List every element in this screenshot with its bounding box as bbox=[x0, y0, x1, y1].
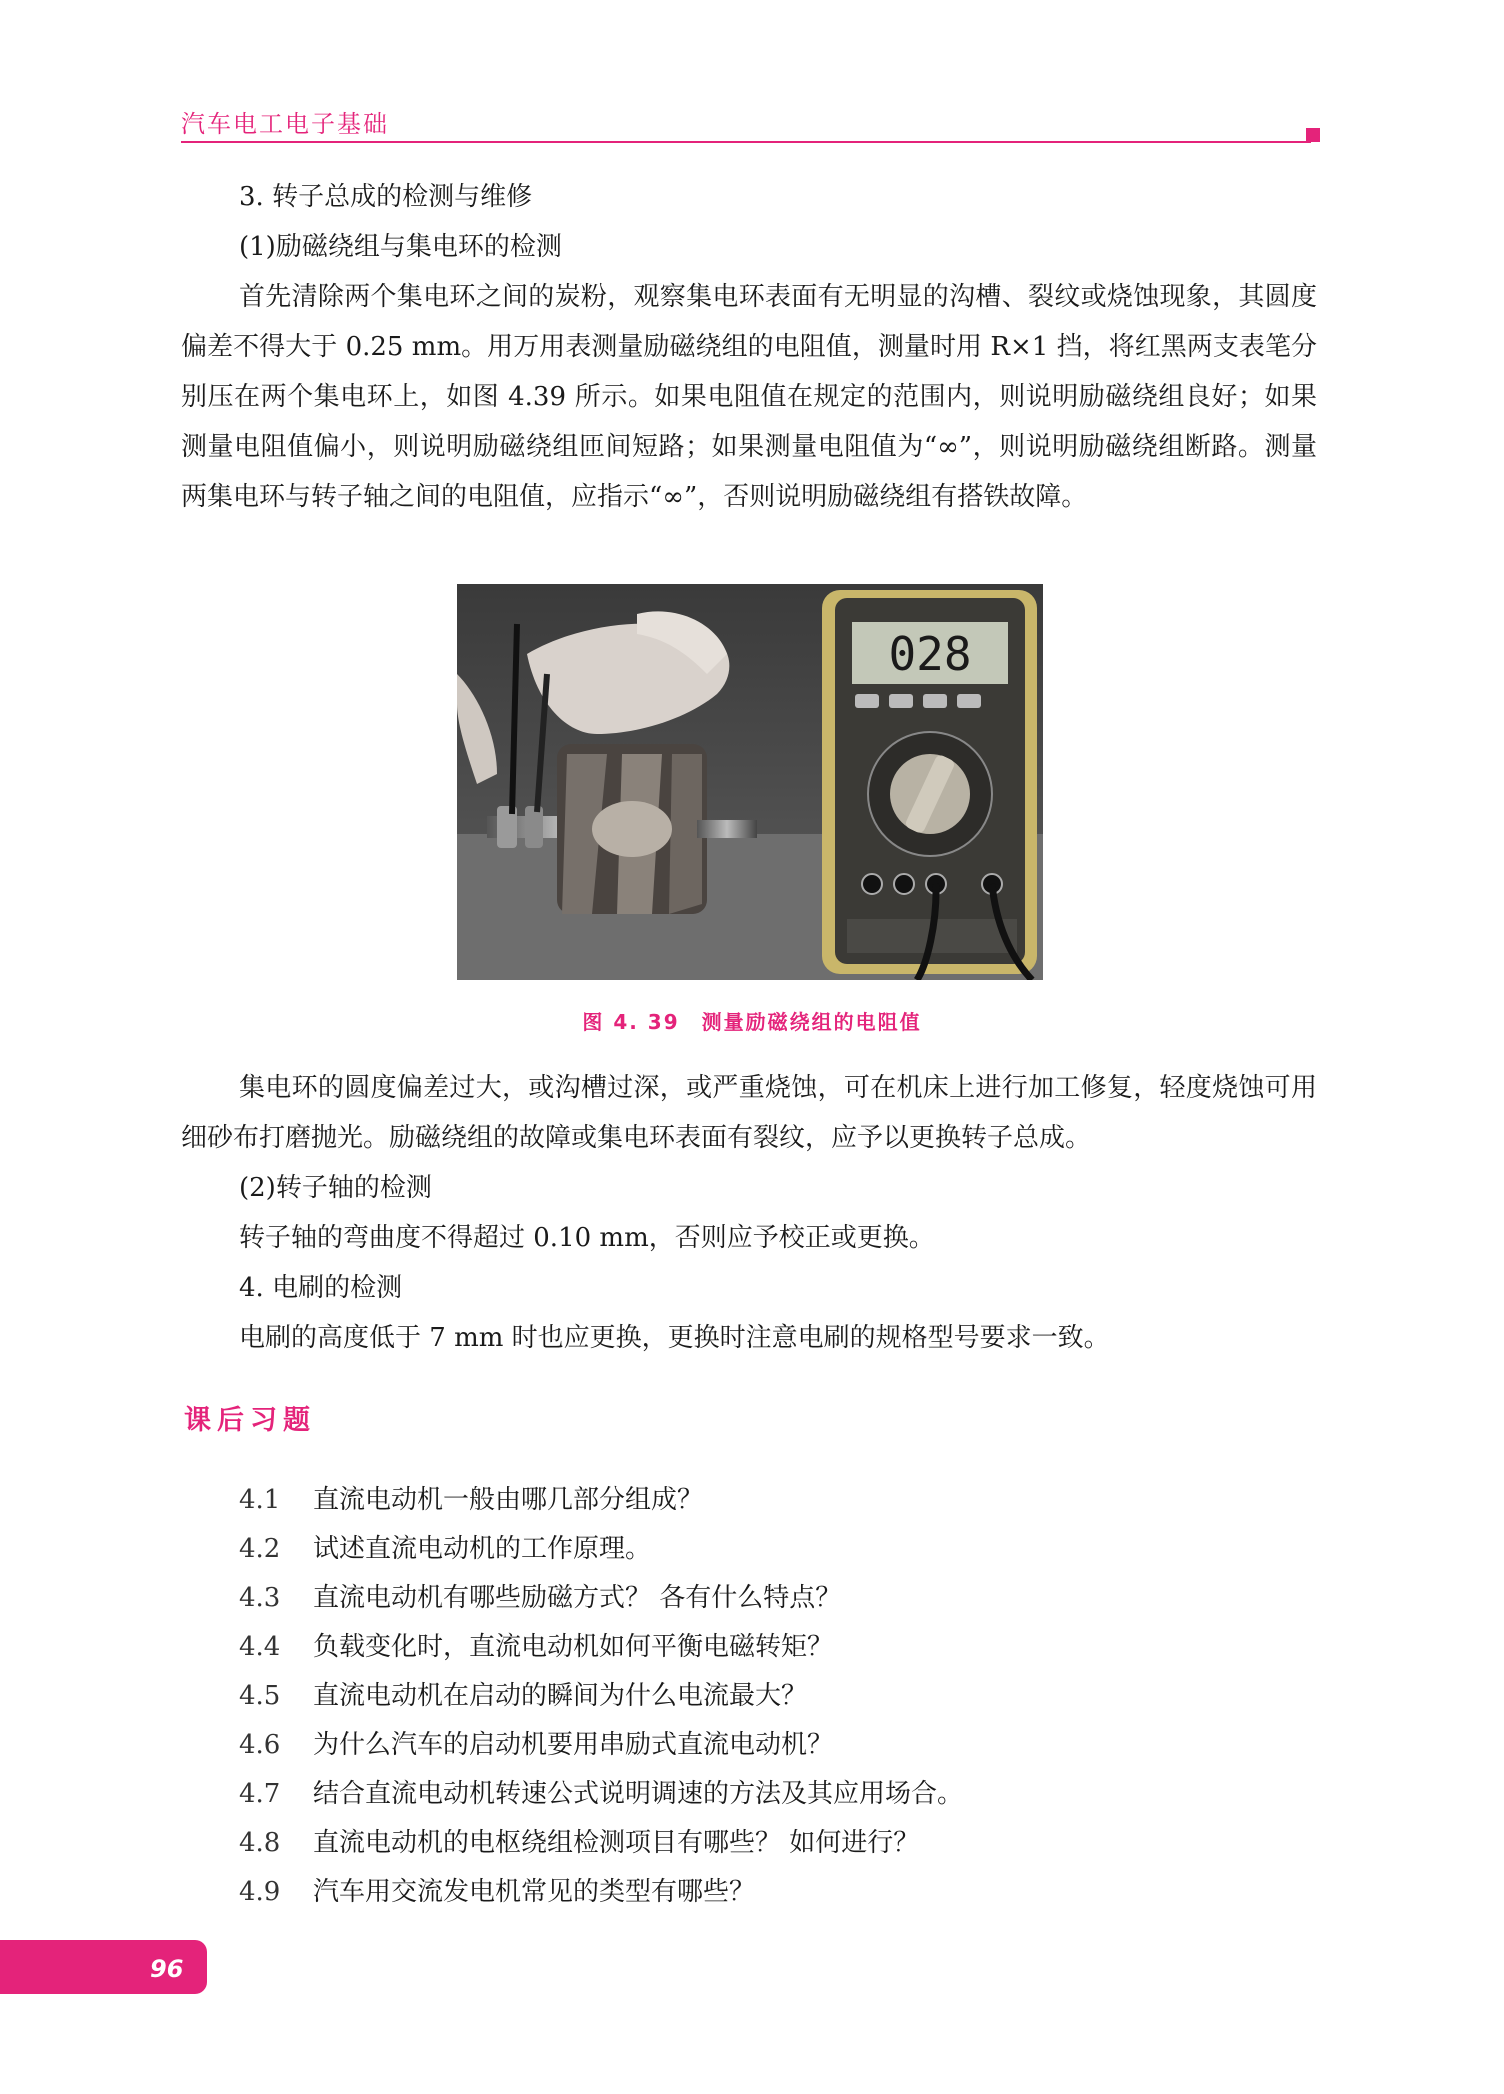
section-heading: 3. 转子总成的检测与维修 bbox=[239, 182, 533, 212]
subsection-heading: (1)励磁绕组与集电环的检测 bbox=[239, 232, 562, 262]
exercise-text: 结合直流电动机转速公式说明调速的方法及其应用场合。 bbox=[313, 1779, 964, 1809]
exercise-text: 直流电动机一般由哪几部分组成？ bbox=[313, 1485, 704, 1515]
list-item bbox=[239, 1525, 1299, 1574]
exercise-number: 4.6 bbox=[239, 1730, 281, 1760]
exercise-number: 4.7 bbox=[239, 1779, 281, 1809]
book-title: 汽车电工电子基础 bbox=[181, 110, 389, 138]
exercise-text: 直流电动机的电枢绕组检测项目有哪些？ 如何进行？ bbox=[313, 1828, 920, 1858]
multimeter bbox=[822, 590, 1037, 974]
exercise-list bbox=[239, 1476, 1299, 1917]
body-paragraph: 首先清除两个集电环之间的炭粉，观察集电环表面有无明显的沟槽、裂纹或烧蚀现象，其圆度偏差不得大于 0.25 mm。用万用表测量励磁绕组的电阻值，测量时用 R×1 挡，将红黑两支表笔分别压在两个集电环上，如图 4.39 所示。如果电阻值在规定的范围内，则说明励磁绕组良好；如果测量电阻值偏小，则说明励磁绕组匝间短路；如果测量电阻值为“∞”，则说明励磁绕组断路。测量两集电环与转子轴之间的电阻值，应指示“∞”，否则说明励磁绕组有搭铁故障。 bbox=[181, 282, 1317, 512]
exercise-number: 4.4 bbox=[239, 1632, 281, 1662]
exercise-text: 负载变化时，直流电动机如何平衡电磁转矩？ bbox=[313, 1632, 834, 1662]
list-item bbox=[239, 1623, 1299, 1672]
figure-caption: 图 4. 39 测量励磁绕组的电阻值 bbox=[582, 1010, 922, 1034]
body-paragraph: 集电环的圆度偏差过大，或沟槽过深，或严重烧蚀，可在机床上进行加工修复，轻度烧蚀可用细砂布打磨抛光。励磁绕组的故障或集电环表面有裂纹，应予以更换转子总成。 bbox=[181, 1073, 1317, 1153]
body-paragraph: 转子轴的弯曲度不得超过 0.10 mm，否则应予校正或更换。 bbox=[239, 1223, 935, 1253]
body-paragraph: 电刷的高度低于 7 mm 时也应更换，更换时注意电刷的规格型号要求一致。 bbox=[239, 1323, 1110, 1353]
exercise-number: 4.5 bbox=[239, 1681, 281, 1711]
meter-display-reading: 028 bbox=[888, 627, 972, 681]
list-item bbox=[239, 1574, 1299, 1623]
exercise-number: 4.2 bbox=[239, 1534, 281, 1564]
list-item bbox=[239, 1868, 1299, 1917]
exercise-number: 4.1 bbox=[239, 1485, 281, 1515]
subsection-heading: (2)转子轴的检测 bbox=[239, 1173, 432, 1203]
exercise-number: 4.3 bbox=[239, 1583, 281, 1613]
exercise-text: 直流电动机有哪些励磁方式？ 各有什么特点？ bbox=[313, 1583, 842, 1613]
section-heading: 4. 电刷的检测 bbox=[239, 1273, 403, 1303]
exercise-number: 4.9 bbox=[239, 1877, 281, 1907]
list-item bbox=[239, 1721, 1299, 1770]
header-rule bbox=[181, 141, 1311, 143]
figure-photo bbox=[457, 584, 1043, 980]
exercises-title: 课后习题 bbox=[184, 1405, 316, 1436]
list-item bbox=[239, 1819, 1299, 1868]
page-number: 96 bbox=[150, 1955, 184, 1983]
exercise-text: 试述直流电动机的工作原理。 bbox=[313, 1534, 652, 1564]
list-item bbox=[239, 1476, 1299, 1525]
exercise-text: 为什么汽车的启动机要用串励式直流电动机？ bbox=[313, 1730, 834, 1760]
exercise-number: 4.8 bbox=[239, 1828, 281, 1858]
list-item bbox=[239, 1672, 1299, 1721]
exercise-text: 汽车用交流发电机常见的类型有哪些？ bbox=[313, 1877, 756, 1907]
section-rotor-inspection bbox=[181, 172, 1317, 522]
multimeter-rotor-photo bbox=[457, 584, 1043, 980]
section-rotor-repair bbox=[181, 1063, 1317, 1363]
exercise-text: 直流电动机在启动的瞬间为什么电流最大？ bbox=[313, 1681, 808, 1711]
rotor-body bbox=[557, 744, 707, 914]
list-item bbox=[239, 1770, 1299, 1819]
header-square-mark bbox=[1306, 128, 1320, 142]
